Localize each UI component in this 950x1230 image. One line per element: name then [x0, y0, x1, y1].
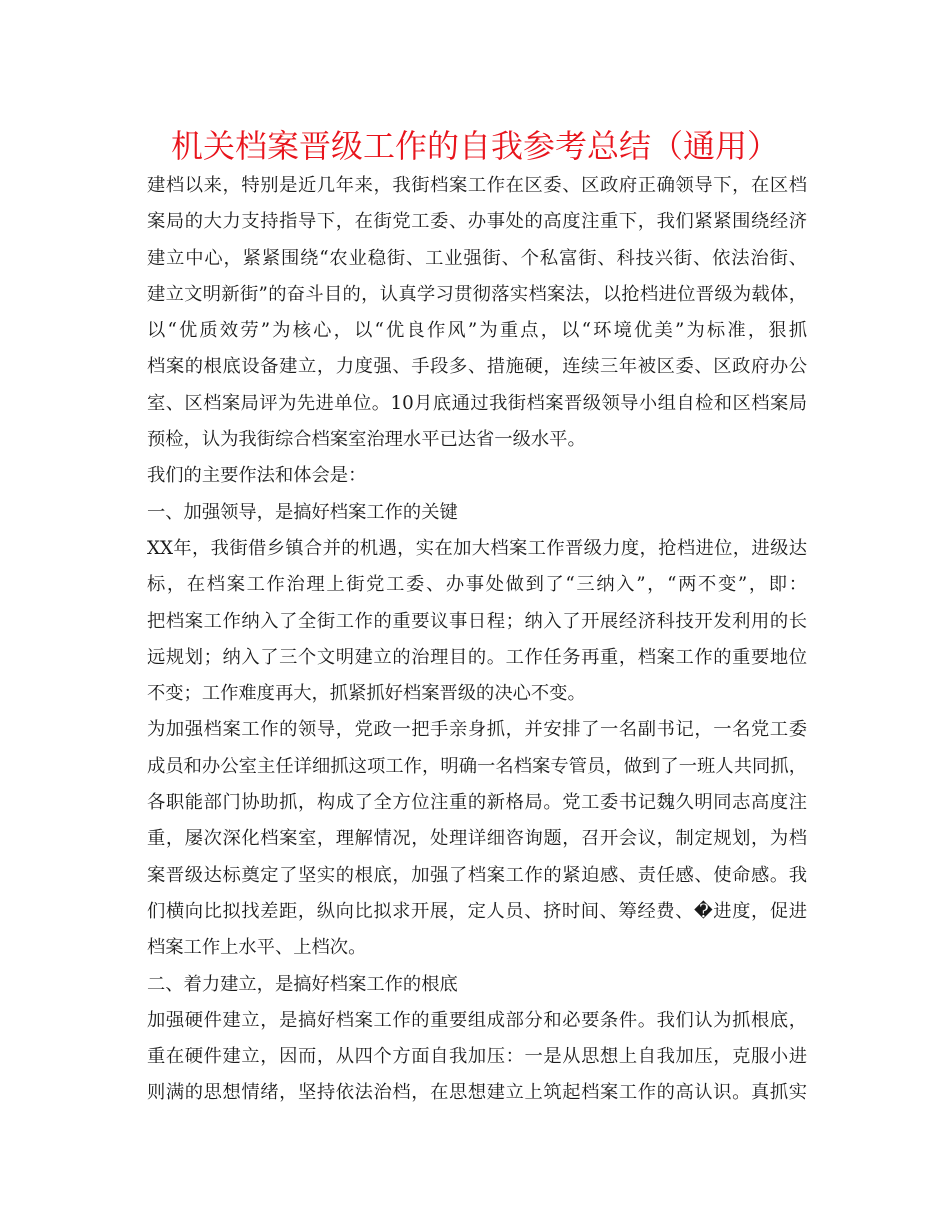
paragraph-line: 案局的大力支持指导下，在街党工委、办事处的高度注重下，我们紧紧围绕经济: [147, 211, 807, 233]
paragraph-line: 室、区档案局评为先进单位。10月底通过我街档案晋级领导小组自检和区档案局: [147, 392, 807, 414]
paragraph-line: 加强硬件建立，是搞好档案工作的重要组成部分和必要条件。我们认为抓根底，: [147, 1009, 807, 1031]
paragraph-line: 建立中心，紧紧围绕“农业稳街、工业强街、个私富街、科技兴街、依法治街、: [147, 247, 807, 269]
document-title: 机关档案晋级工作的自我参考总结（通用）: [170, 127, 779, 165]
paragraph-line: 二、着力建立，是搞好档案工作的根底: [147, 973, 458, 995]
paragraph-line: 重，屡次深化档案室，理解情况，处理详细咨询题，召开会议，制定规划，为档: [147, 828, 807, 850]
paragraph-line: 成员和办公室主任详细抓这项工作，明确一名档案专管员，做到了一班人共同抓，: [147, 755, 807, 777]
paragraph-line: XX年，我街借乡镇合并的机遇，实在加大档案工作晋级力度，抢档进位，进级达: [147, 537, 807, 559]
paragraph-line: 预检，认为我街综合档案室治理水平已达省一级水平。: [147, 429, 586, 451]
paragraph-line: 档案工作上水平、上档次。: [147, 937, 367, 959]
paragraph-line: 把档案工作纳入了全街工作的重要议事日程；纳入了开展经济科技开发利用的长: [147, 610, 807, 632]
paragraph-line: 远规划；纳入了三个文明建立的治理目的。工作任务再重，档案工作的重要地位: [147, 646, 807, 668]
paragraph-line: 建立文明新街”的奋斗目的，认真学习贯彻落实档案法，以抢档进位晋级为载体，: [147, 283, 807, 305]
paragraph-line: 案晋级达标奠定了坚实的根底，加强了档案工作的紧迫感、责任感、使命感。我: [147, 864, 807, 886]
paragraph-line: 则满的思想情绪，坚持依法治档，在思想建立上筑起档案工作的高认识。真抓实: [147, 1082, 807, 1104]
paragraph-line: 一、加强领导，是搞好档案工作的关键: [147, 501, 458, 523]
paragraph-line: 我们的主要作法和体会是：: [147, 465, 367, 487]
document-body: [147, 168, 807, 1112]
paragraph-line: 各职能部门协助抓，构成了全方位注重的新格局。党工委书记魏久明同志高度注: [147, 792, 807, 814]
paragraph-line: 标，在档案工作治理上街党工委、办事处做到了“三纳入”，“两不变”，即：: [147, 574, 807, 596]
paragraph-line: 建档以来，特别是近几年来，我街档案工作在区委、区政府正确领导下，在区档: [147, 175, 807, 196]
paragraph-line: 档案的根底设备建立，力度强、手段多、措施硬，连续三年被区委、区政府办公: [147, 356, 807, 378]
paragraph-line: 以“优质效劳”为核心，以“优良作风”为重点，以“环境优美”为标准，狠抓: [147, 320, 807, 342]
paragraph-line: 重在硬件建立，因而，从四个方面自我加压：一是从思想上自我加压，克服小进: [147, 1046, 807, 1068]
paragraph-line: 们横向比拟找差距，纵向比拟求开展，定人员、挤时间、筹经费、�进度，促进: [147, 900, 807, 922]
paragraph-line: 为加强档案工作的领导，党政一把手亲身抓，并安排了一名副书记，一名党工委: [147, 719, 807, 741]
paragraph-line: 不变；工作难度再大，抓紧抓好档案晋级的决心不变。: [147, 683, 586, 705]
